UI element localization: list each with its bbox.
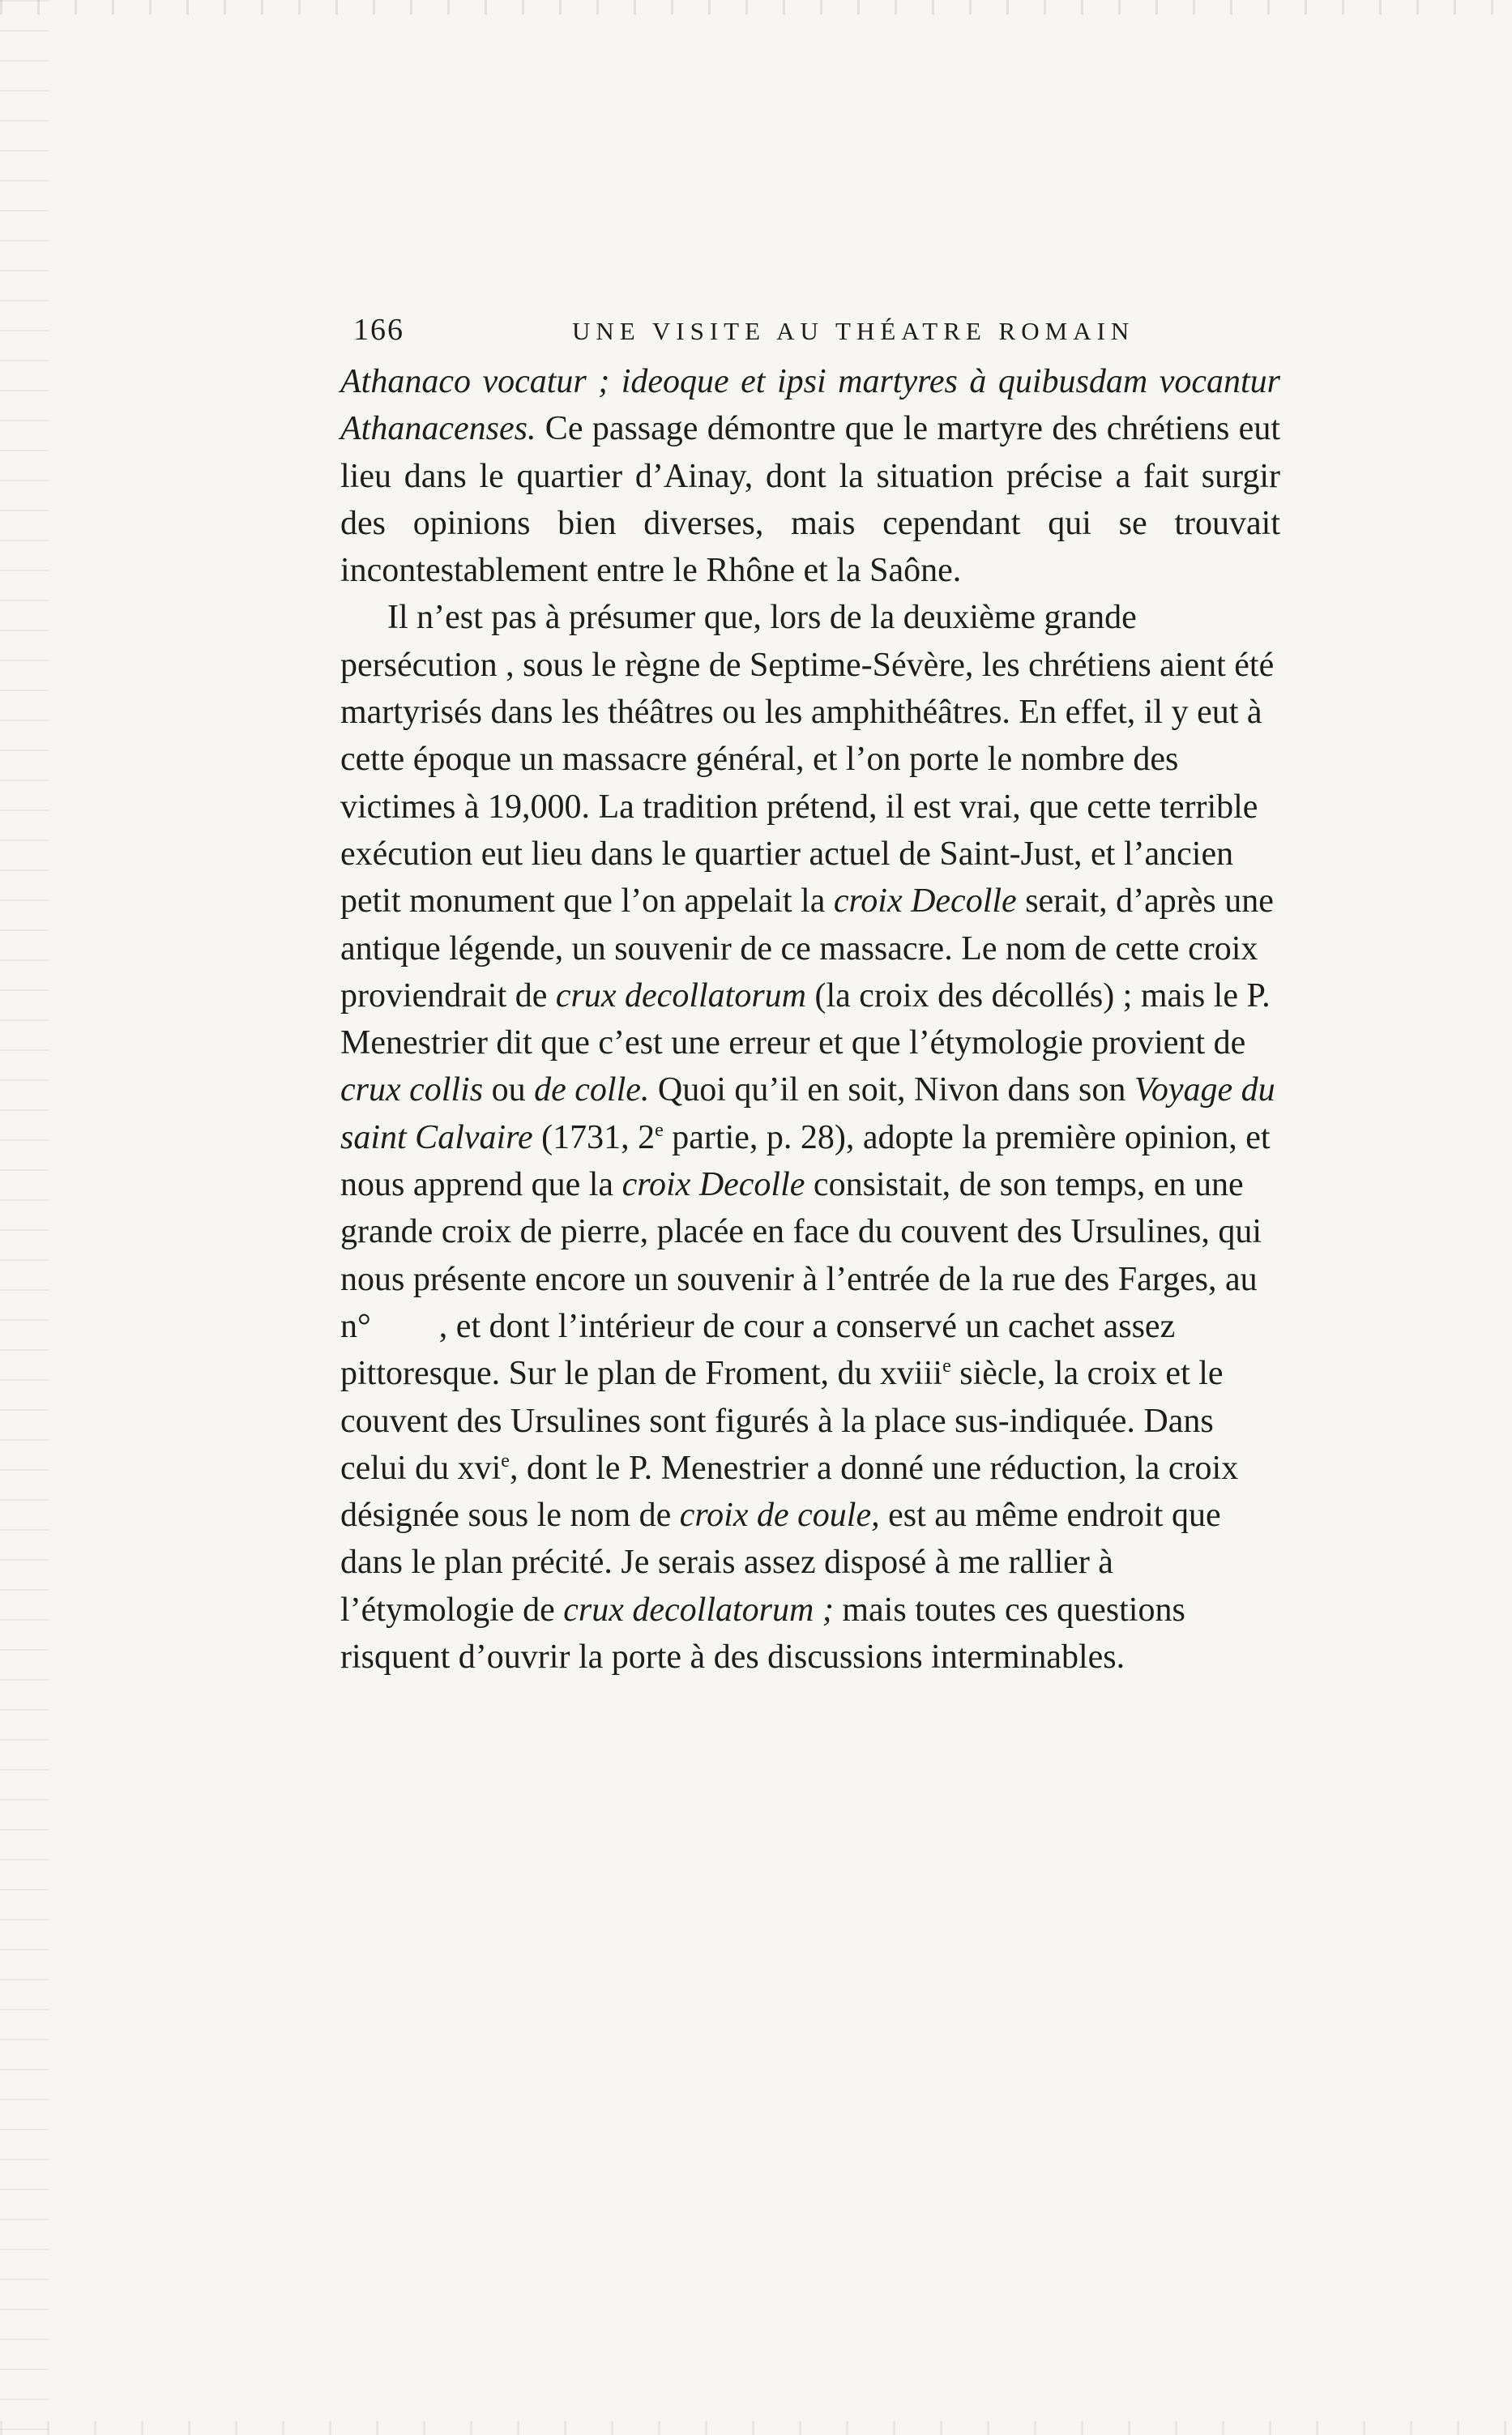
text-run: siècle, la croix et le couvent des Ursulines sont figurés à la place sus-indiquée. Dans celui du xvi: [340, 1355, 1224, 1487]
superscript: e: [501, 1450, 510, 1472]
italic-text: crux decollatorum ;: [563, 1591, 834, 1629]
italic-text: croix Decolle: [621, 1166, 805, 1204]
text-run: est au même endroit que dans le plan précité. Je serais assez disposé à me rallier à l’étymologie de: [340, 1497, 1221, 1629]
page-bottom-edge: [0, 2421, 1512, 2435]
text-run: serait, d’après une antique légende, un souvenir de ce massacre. Le nom de cette croix proviendrait de: [340, 882, 1274, 1015]
text-run: partie, p. 28), adopte la première opinion, et nous apprend que la: [340, 1118, 1271, 1204]
text-run: Ce passage démontre que le martyre des chrétiens eut lieu dans le quartier d’Ainay, dont la situation précise a fait surgir des opinions bien diverses, mais cependant qui se trouvait incontestablement entre le Rhône et la Saône.: [340, 410, 1280, 590]
page-left-edge: [0, 0, 49, 2435]
paragraph-2: [340, 594, 1280, 1681]
page-top-edge: [0, 0, 1512, 15]
text-run: mais toutes ces questions risquent d’ouvrir la porte à des discussions interminables.: [340, 1591, 1185, 1677]
page-number: 166: [353, 313, 404, 347]
italic-text: de colle.: [534, 1071, 650, 1109]
running-head: [353, 312, 1285, 352]
text-run: consistait, de son temps, en une grande croix de pierre, placée en face du couvent des Ursulines, qui nous présente encore un souvenir à l’entrée de la rue des Farges, au n° , et dont l’intérieur de cour a conservé un cachet assez pittoresque. Sur le plan de Froment, du xviii: [340, 1166, 1262, 1393]
italic-text: crux decollatorum: [555, 976, 806, 1015]
italic-text: Athanaco vocatur ; ideoque et ipsi martyres à quibusdam vocantur Athanacenses.: [340, 363, 1280, 448]
italic-text: Voyage du saint Calvaire: [340, 1071, 1275, 1156]
italic-text: crux collis: [340, 1071, 484, 1109]
text-run: (1731, 2: [532, 1118, 656, 1156]
text-run: ou: [483, 1071, 535, 1109]
superscript: e: [655, 1119, 664, 1141]
text-run: Il n’est pas à présumer que, lors de la deuxième grande persécution , sous le règne de Septime-Sévère, les chrétiens aient été martyrisés dans les théâtres ou les amphithéâtres. En effet, il y eut à cette époque un massacre général, et l’on porte le nombre des victimes à 19,000. La tradition prétend, il est vrai, que cette terrible exécution eut lieu dans le quartier actuel de Saint-Just, et l’ancien petit monument que l’on appelait la: [340, 599, 1275, 921]
body-text: [340, 358, 1280, 1681]
text-run: (la croix des décollés) ; mais le P. Menestrier dit que c’est une erreur et que l’étymologie provient de: [340, 976, 1271, 1062]
text-run: Quoi qu’il en soit, Nivon dans son: [649, 1071, 1134, 1109]
italic-text: croix de coule,: [679, 1497, 880, 1535]
text-run: , dont le P. Menestrier a donné une réduction, la croix désignée sous le nom de: [340, 1449, 1239, 1535]
italic-text: croix Decolle: [833, 882, 1017, 921]
paragraph-1: [340, 358, 1280, 594]
running-title: UNE VISITE AU THÉATRE ROMAIN: [572, 317, 1135, 345]
superscript: e: [942, 1356, 951, 1378]
